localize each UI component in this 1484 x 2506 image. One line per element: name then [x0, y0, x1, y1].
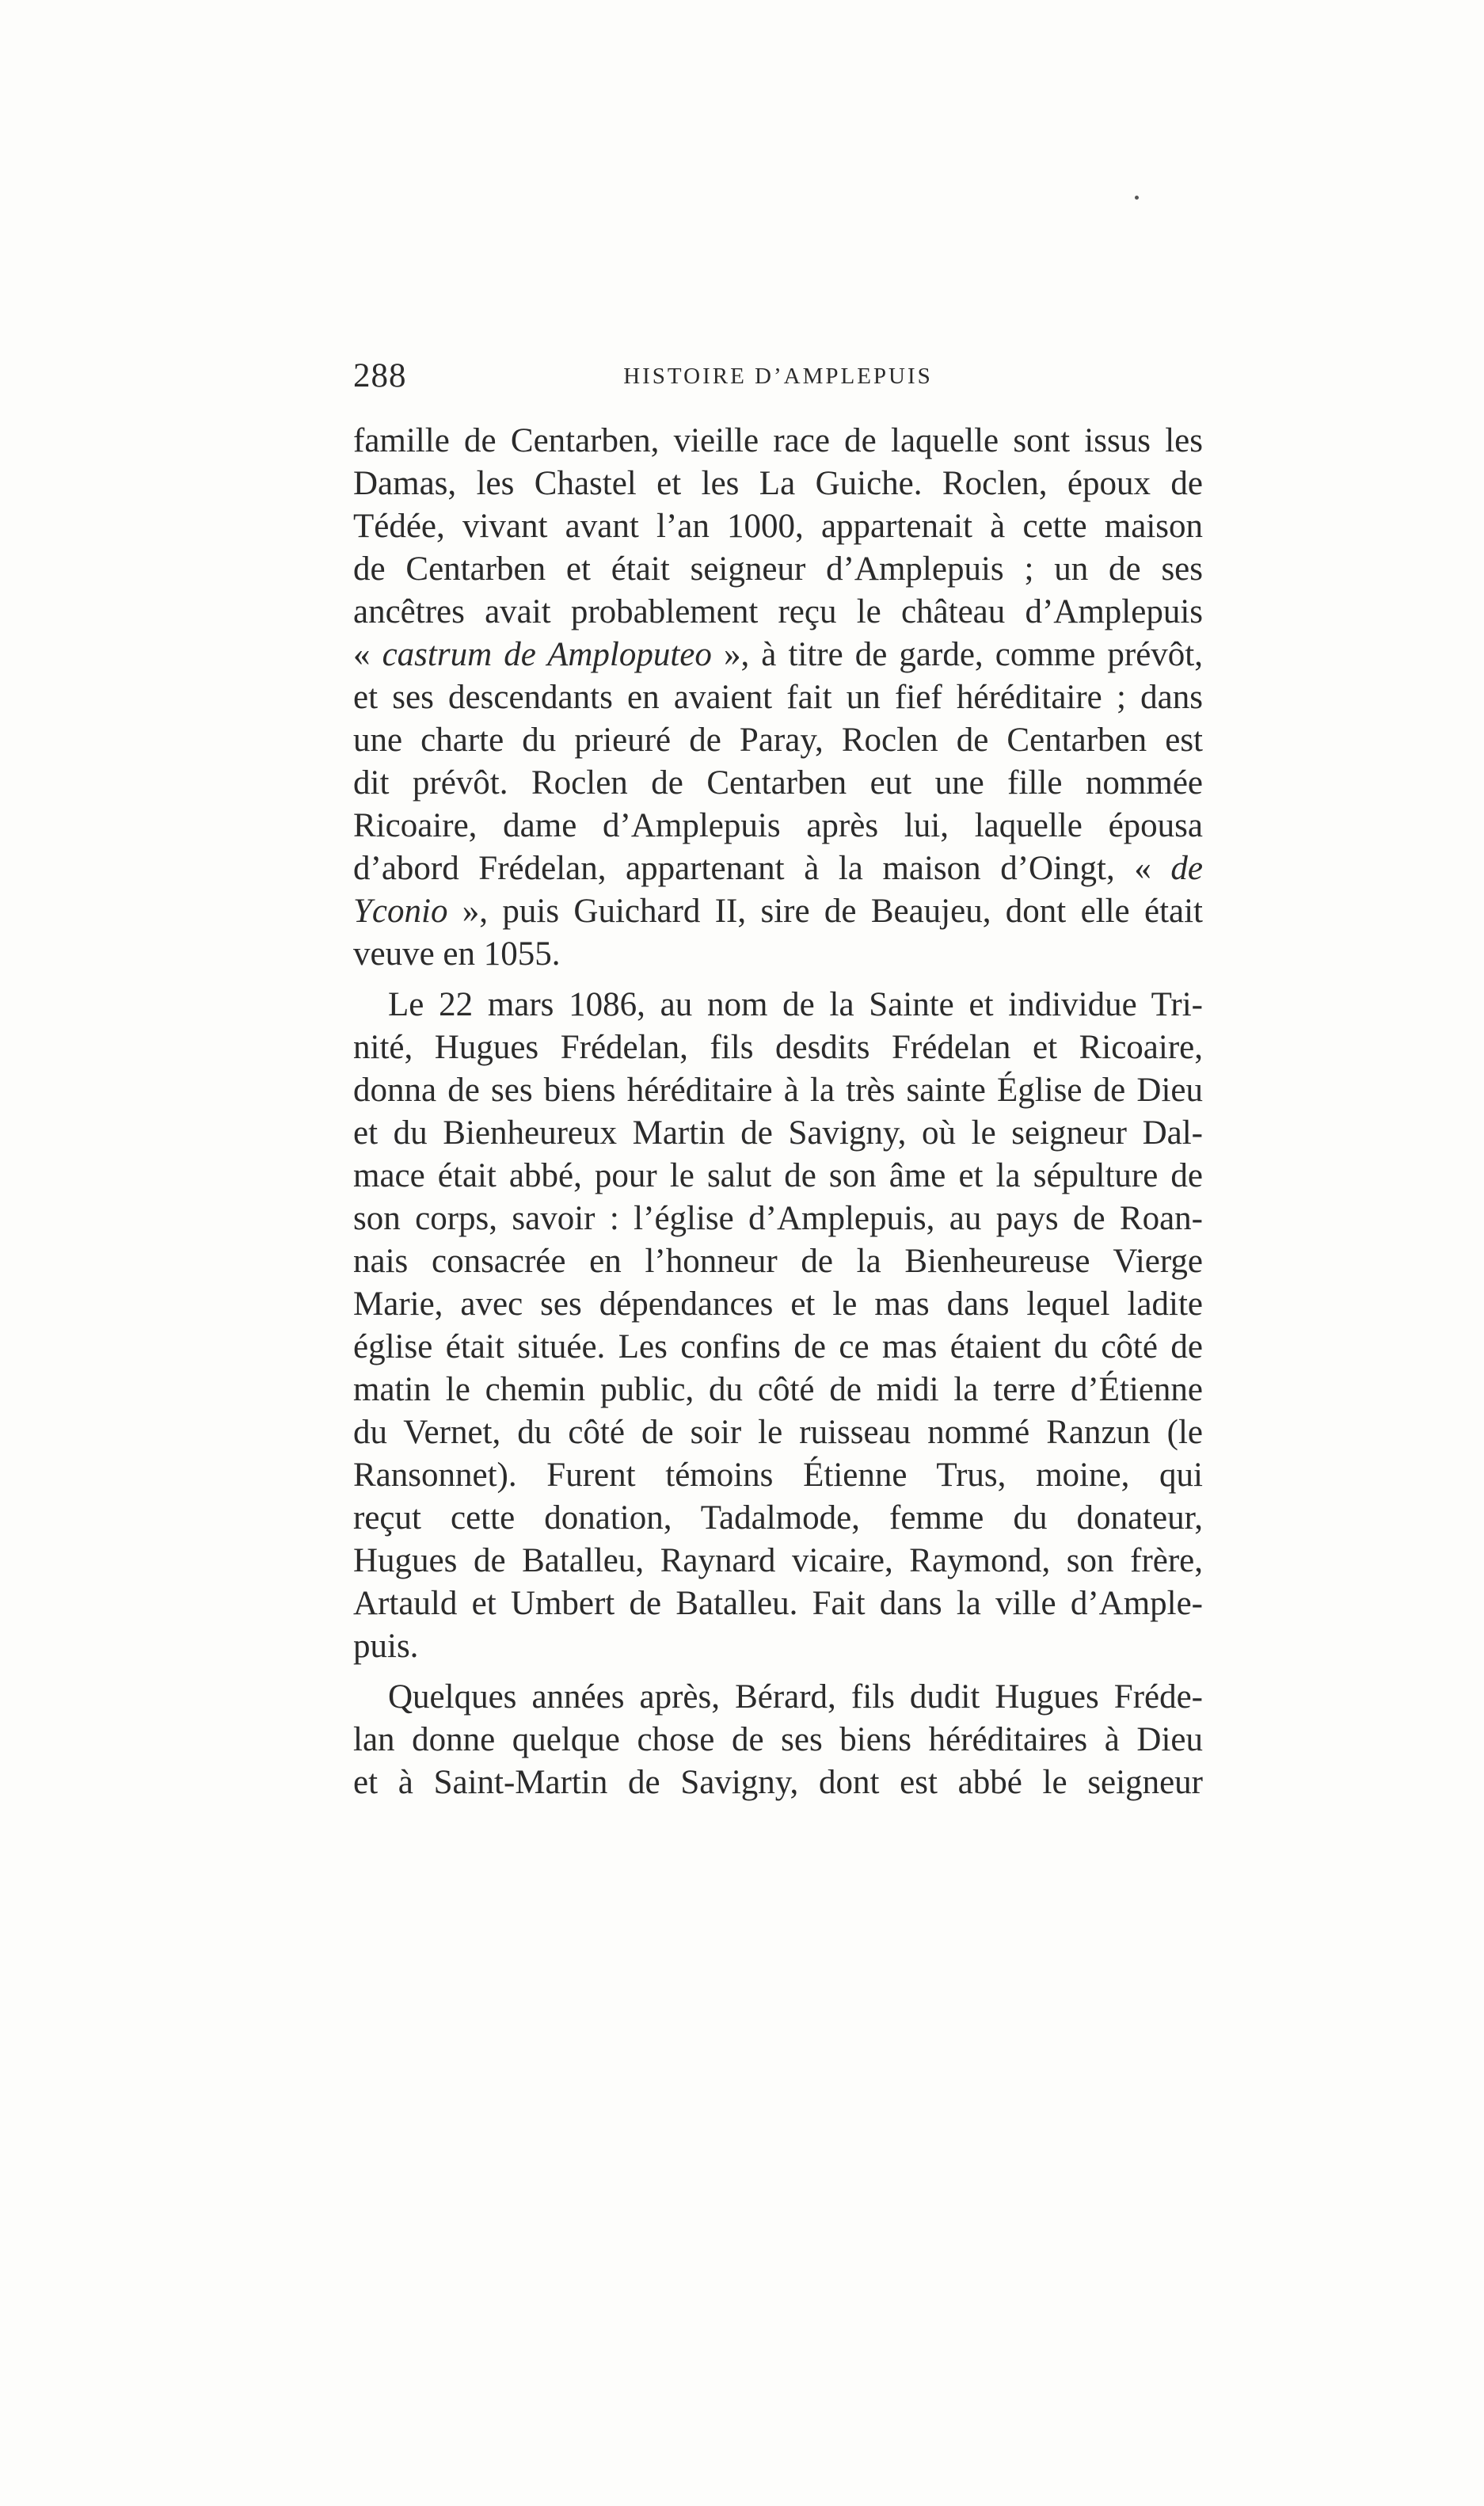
text-run: », à titre de garde, comme prévôt,	[711, 636, 1203, 673]
page-number: 288	[353, 357, 407, 394]
text-line: famille de Centarben, vieille race de laquelle sont issus les	[353, 422, 1203, 459]
ink-speck	[1135, 196, 1139, 200]
text-run: », puis Guichard II, sire de Beaujeu, dont elle était	[447, 893, 1203, 930]
text-line: lan donne quelque chose de ses biens héréditaires à Dieu	[353, 1721, 1203, 1758]
text-line: de Centarben et était seigneur d’Amplepuis ; un de ses	[353, 550, 1203, 588]
text-run: d’abord Frédelan, appartenant à la maison d’Oingt, «	[353, 850, 1171, 887]
text-line: nité, Hugues Frédelan, fils desdits Frédelan et Ricoaire,	[353, 1029, 1203, 1066]
text-line: ancêtres avait probablement reçu le château d’Amplepuis	[353, 593, 1203, 630]
text-line: et du Bienheureux Martin de Savigny, où le seigneur Dal-	[353, 1114, 1203, 1152]
text-line: puis.	[353, 1628, 419, 1665]
text-line	[353, 890, 1203, 933]
text-line	[353, 634, 1203, 676]
text-line: Damas, les Chastel et les La Guiche. Roclen, époux de	[353, 465, 1203, 502]
text-line: mace était abbé, pour le salut de son âme et la sépulture de	[353, 1157, 1203, 1194]
text-line: église était située. Les confins de ce mas étaient du côté de	[353, 1328, 1203, 1365]
text-line: veuve en 1055.	[353, 935, 561, 973]
latin-phrase: castrum de Amploputeo	[382, 636, 712, 673]
text-line	[353, 847, 1203, 890]
text-line: Ransonnet). Furent témoins Étienne Trus, moine, qui	[353, 1457, 1203, 1494]
text-line: une charte du prieuré de Paray, Roclen de Centarben est	[353, 722, 1203, 759]
text-line: Le 22 mars 1086, au nom de la Sainte et individue Tri-	[388, 986, 1203, 1023]
text-line: Hugues de Batalleu, Raynard vicaire, Raymond, son frère,	[353, 1542, 1203, 1579]
text-line: Ricoaire, dame d’Amplepuis après lui, laquelle épousa	[353, 807, 1203, 844]
running-head: HISTOIRE D’AMPLEPUIS	[623, 364, 933, 389]
latin-phrase: Yconio	[353, 893, 448, 930]
text-line: dit prévôt. Roclen de Centarben eut une fille nommée	[353, 764, 1203, 802]
text-line: donna de ses biens héréditaire à la très sainte Église de Dieu	[353, 1072, 1203, 1109]
text-line: reçut cette donation, Tadalmode, femme du donateur,	[353, 1499, 1203, 1537]
text-line: du Vernet, du côté de soir le ruisseau nommé Ranzun (le	[353, 1414, 1203, 1451]
text-run: «	[353, 636, 382, 673]
text-line: matin le chemin public, du côté de midi la terre d’Étienne	[353, 1371, 1203, 1408]
text-line: Marie, avec ses dépendances et le mas dans lequel ladite	[353, 1285, 1203, 1323]
text-line: son corps, savoir : l’église d’Amplepuis, au pays de Roan-	[353, 1200, 1203, 1237]
text-line: et à Saint-Martin de Savigny, dont est abbé le seigneur	[353, 1764, 1203, 1801]
text-line: Quelques années après, Bérard, fils dudit Hugues Fréde-	[388, 1678, 1203, 1716]
latin-phrase: de	[1170, 850, 1203, 887]
text-line: et ses descendants en avaient fait un fief héréditaire ; dans	[353, 679, 1203, 716]
page-header	[353, 356, 1203, 404]
text-line: Tédée, vivant avant l’an 1000, appartenait à cette maison	[353, 508, 1203, 545]
text-line: Artauld et Umbert de Batalleu. Fait dans la ville d’Ample-	[353, 1585, 1203, 1622]
body-text	[353, 420, 1203, 1804]
text-line: nais consacrée en l’honneur de la Bienheureuse Vierge	[353, 1243, 1203, 1280]
